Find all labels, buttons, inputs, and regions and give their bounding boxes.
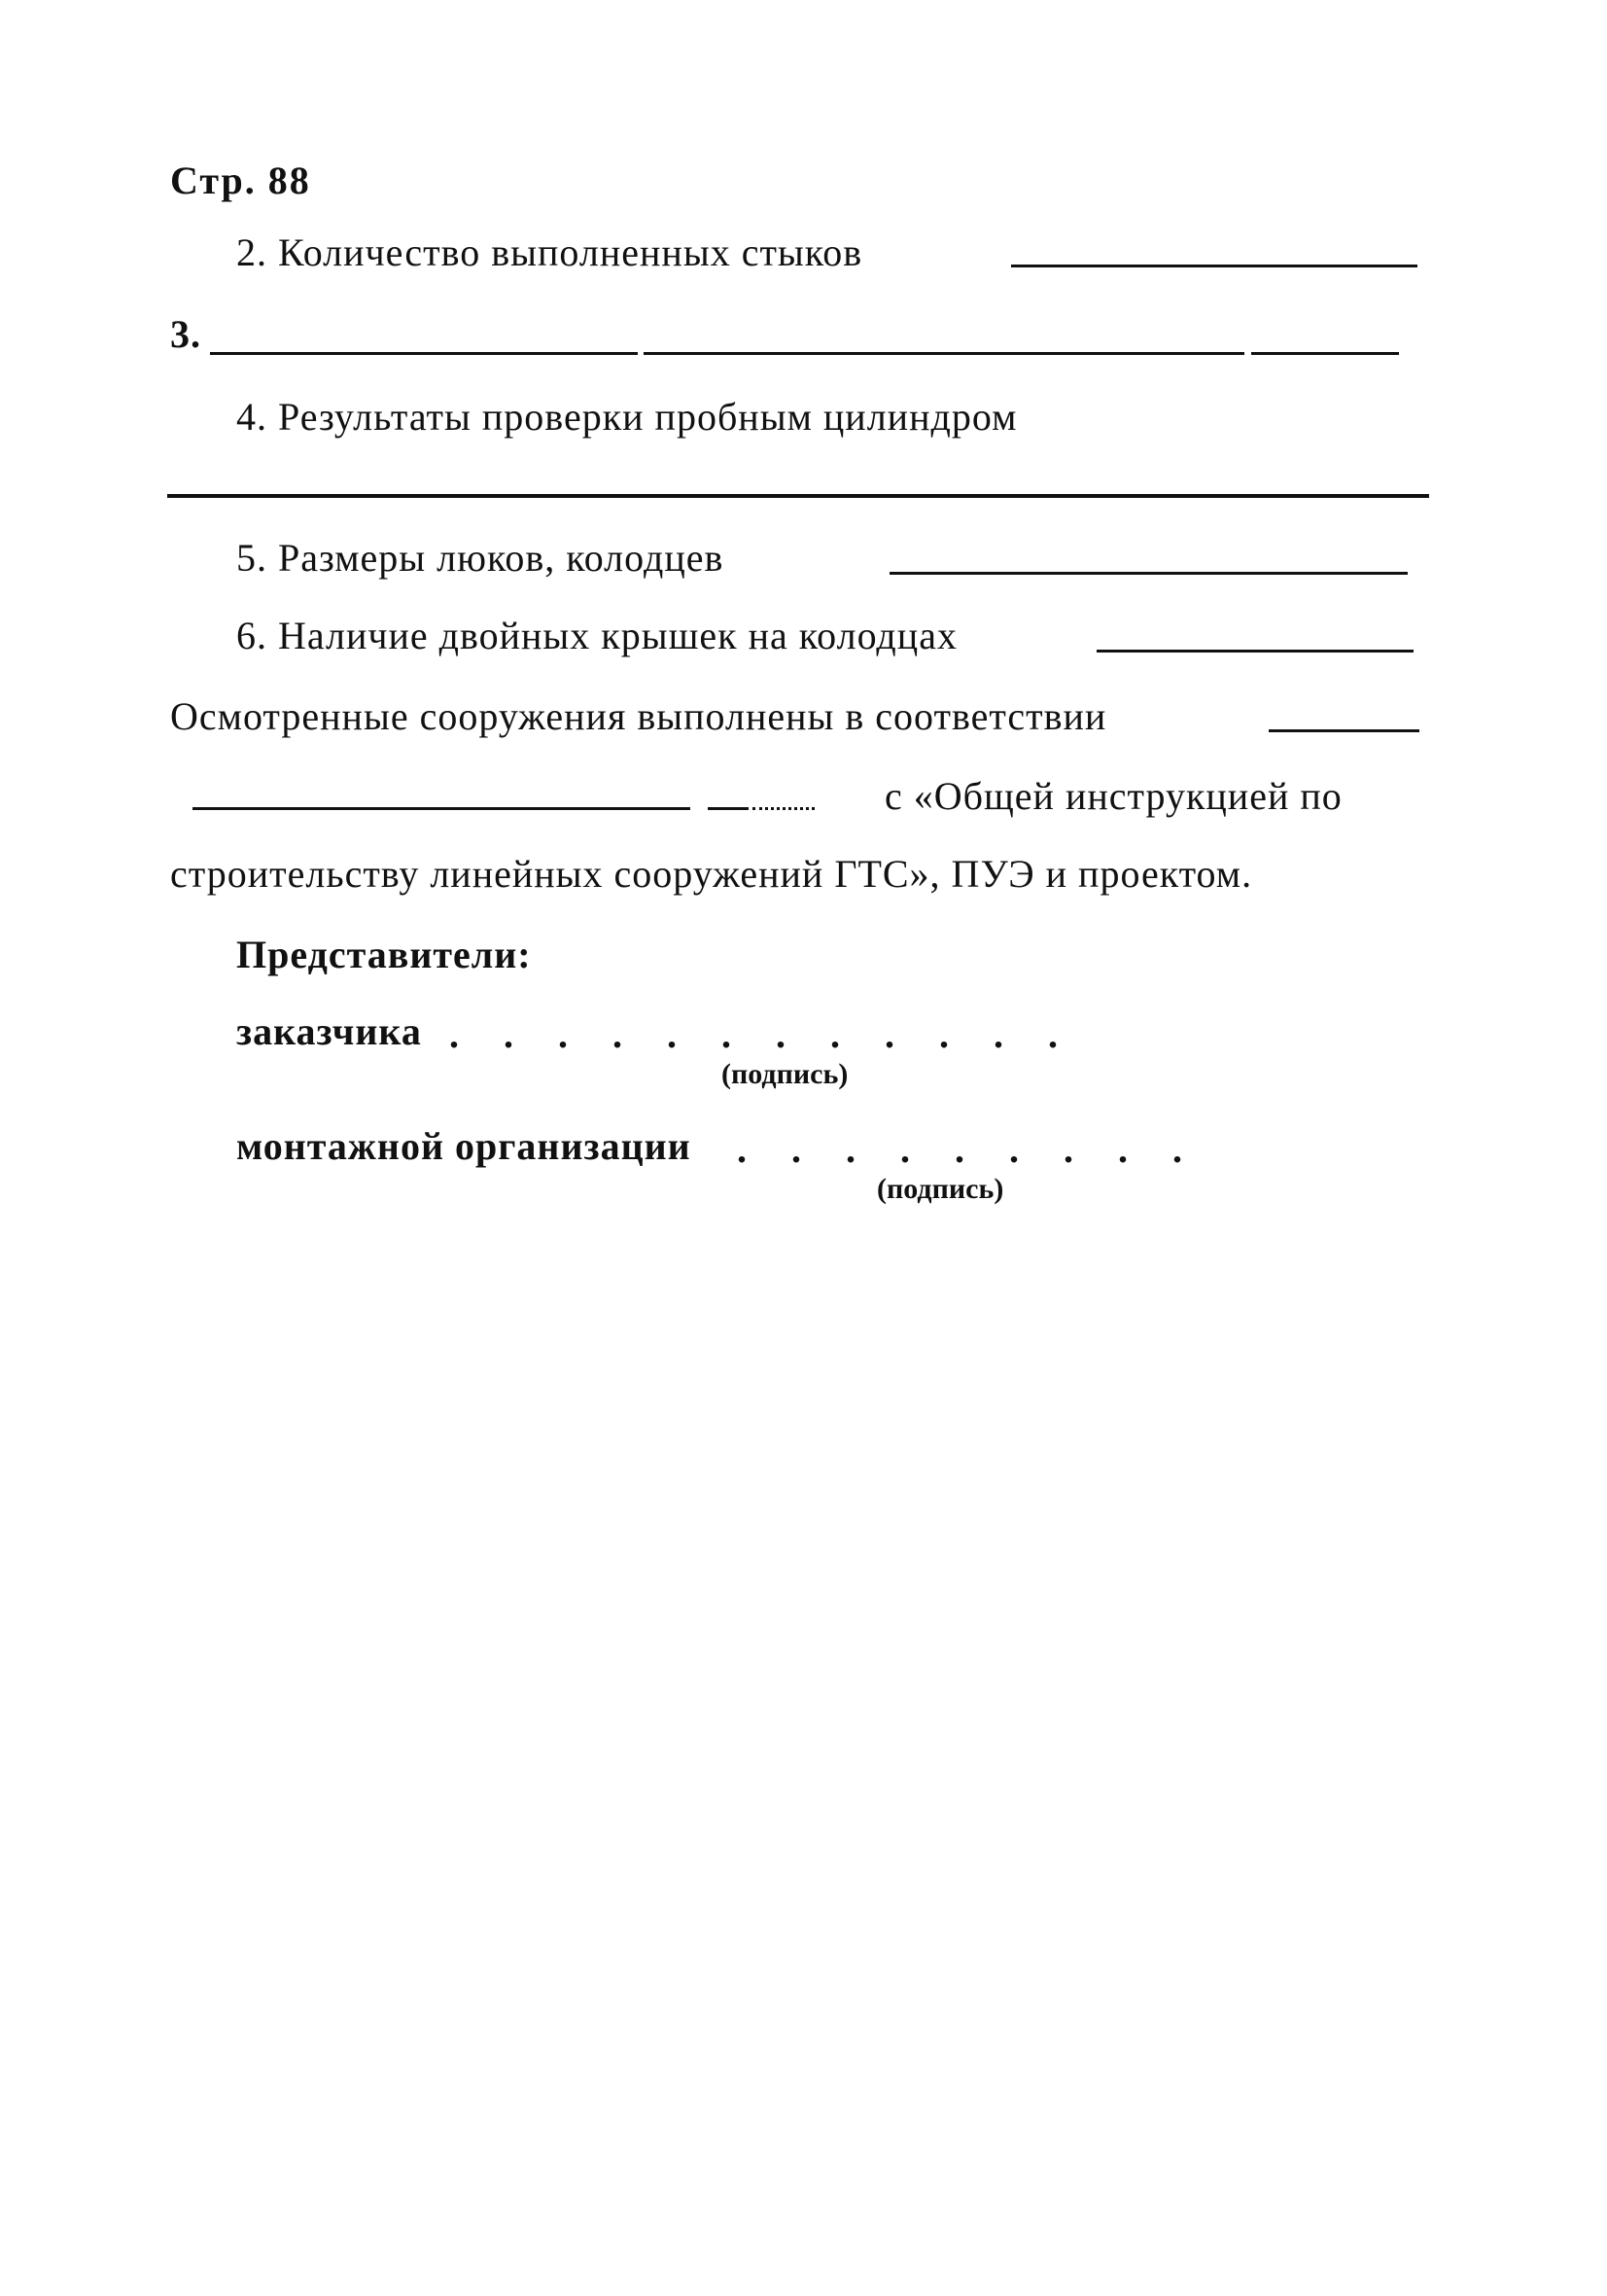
conclusion-line-1: Осмотренные сооружения выполнены в соответствии (170, 694, 1107, 738)
customer-label: заказчика (236, 1009, 422, 1053)
item-4-blank (167, 494, 1429, 498)
item-6-label: 6. Наличие двойных крышек на колодцах (236, 614, 958, 657)
page-header: Стр. 88 (170, 159, 311, 202)
item-3-blank-b (644, 352, 1244, 355)
conclusion-blank-2c (752, 807, 815, 810)
representatives-heading: Представители: (236, 933, 532, 976)
item-4-label: 4. Результаты проверки пробным цилиндром (236, 395, 1018, 439)
item-5-blank (890, 572, 1408, 575)
item-2-label: 2. Количество выполненных стыков (236, 230, 863, 274)
installer-label: монтажной организации (236, 1124, 691, 1168)
customer-signature-caption: (подпись) (721, 1058, 849, 1090)
conclusion-line-2: с «Общей инструкцией по (885, 774, 1343, 818)
installer-signature-caption: (подпись) (877, 1173, 1004, 1205)
item-3-blank-a (210, 352, 638, 355)
item-6-blank (1097, 650, 1414, 653)
item-2-blank (1011, 265, 1417, 267)
conclusion-blank-1 (1269, 729, 1419, 732)
installer-signature-dots: . . . . . . . . . (737, 1127, 1200, 1171)
customer-signature-dots: . . . . . . . . . . . . (449, 1012, 1075, 1056)
item-3-blank-c (1251, 352, 1399, 355)
conclusion-blank-2a (192, 807, 690, 810)
conclusion-line-3: строительству линейных сооружений ГТС», ПУЭ и проектом. (170, 852, 1253, 896)
item-5-label: 5. Размеры люков, колодцев (236, 536, 724, 580)
conclusion-blank-2b (708, 807, 749, 810)
item-3-label: 3. (170, 312, 201, 356)
